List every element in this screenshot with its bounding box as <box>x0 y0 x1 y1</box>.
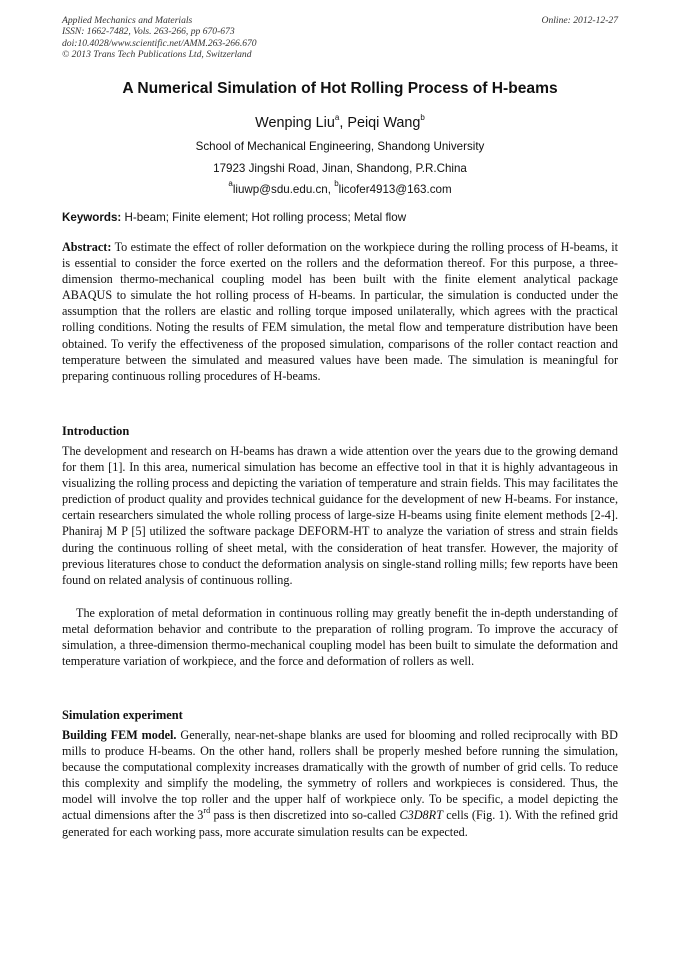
email-superscript: b <box>334 179 339 188</box>
paragraph: The development and research on H-beams has drawn a wide attention over the years due to the growing demand for them [1]. In this area, numerical simulation has become an effective tool in that it is highly advantageous in visualizing the rolling process and depicting the variation of temperature and strain fields. This may facilitates the prediction of product quality and provides technical guidance for the development of new H-beams. For instance, certain researchers simulated the whole rolling process of large-size H-beams using finite element methods [2-4]. Phaniraj M P [5] utilized the software package DEFORM-HT to analyze the variation of stress and strain fields during the continuous rolling of sheet metal, with the consideration of heat transfer. However, the majority of previous literatures chose to conduct the deformation analysis on single-stand rolling mills; few reports have been found on related analysis of continuous rolling. <box>62 444 618 587</box>
author-name: Wenping Liu <box>255 115 335 131</box>
paper-title: A Numerical Simulation of Hot Rolling Process of H-beams <box>122 80 558 97</box>
email-link[interactable]: licofer4913@163.com <box>338 183 452 196</box>
journal-header <box>62 15 618 61</box>
journal-name: Applied Mechanics and Materials <box>62 15 193 26</box>
affiliation-institution: School of Mechanical Engineering, Shandong University <box>195 140 485 153</box>
author-line <box>62 115 618 131</box>
author-name: Peiqi Wang <box>347 115 421 131</box>
affiliation-address: 17923 Jingshi Road, Jinan, Shandong, P.R.China <box>213 162 467 175</box>
abstract-text: To estimate the effect of roller deformation on the workpiece during the rolling process of H-beams, it is essential to consider the force exerted on the rollers and the deformation thereof. For this purpose, a three-dimension thermo-mechanical coupling model has been built with the finite element analytical package ABAQUS to simulate the hot rolling process of H-beams. In particular, the simulation is conducted under the assumption that the rollers are elastic and rolling torque imposed unilaterally, which agrees with the practical rolling conditions. Noting the results of FEM simulation, the metal flow and temperature distribution have been obtained. To verify the effectiveness of the proposed simulation, comparisons of the roller contact reaction and temperature between the simulated and measured values have been made. The simulation is meaningful for preparing continuous rolling procedures of H-beams. <box>62 240 618 383</box>
keywords-text: H-beam; Finite element; Hot rolling process; Metal flow <box>121 211 407 224</box>
paragraph: The exploration of metal deformation in continuous rolling may greatly benefit the in-depth understanding of metal deformation behavior and contribute to the preparation of rolling program. To improve the accuracy of simulation, a three-dimension thermo-mechanical coupling model has been built to simulate the deformation and temperature variation of workpiece, and the force and deformation of rollers as well. <box>62 606 618 669</box>
keywords-label: Keywords: <box>62 211 122 224</box>
section-heading: Simulation experiment <box>62 708 183 722</box>
abstract-label: Abstract: <box>62 240 112 254</box>
author-separator: , <box>339 115 348 131</box>
paragraph <box>62 727 618 840</box>
email-superscript: a <box>228 179 233 188</box>
email-link[interactable]: liuwp@sdu.edu.cn <box>232 183 328 196</box>
author-superscript: b <box>420 113 425 122</box>
paragraph-text: pass is then discretized into so-called <box>210 808 400 823</box>
subsection-lead: Building FEM model. <box>62 728 177 742</box>
keywords <box>62 211 618 224</box>
paragraph-text: cells (Fig. 1). With the refined grid generated for each working pass, more accurate simulation results can be expected. <box>62 808 619 839</box>
copyright-line: © 2013 Trans Tech Publications Ltd, Switzerland <box>62 49 252 61</box>
author-superscript: a <box>334 113 340 122</box>
section-heading: Introduction <box>62 424 130 438</box>
issn-line: ISSN: 1662-7482, Vols. 263-266, pp 670-673 <box>62 26 235 38</box>
ordinal-superscript: rd <box>203 806 211 816</box>
email-separator: , <box>327 183 335 196</box>
paragraph-text: Generally, near-net-shape blanks are used for blooming and rolled reciprocally with BD mills to produce H-beams. On the other hand, rollers shall be properly meshed before running the simulation, because the computational complexity increases dramatically with the growth of number of grid cells. To reduce this complexity and simplify the modeling, the symmetry of rollers and workpieces is considered. Thus, the model will involve the top roller and the upper half of workpiece only. To be specific, a model depicting the actual dimensions after the 3 <box>62 728 618 823</box>
online-date: Online: 2012-12-27 <box>541 15 618 26</box>
doi-link[interactable]: doi:10.4028/www.scientific.net/AMM.263-266.670 <box>62 37 257 49</box>
abstract <box>62 239 618 384</box>
email-line <box>62 179 618 196</box>
element-type-name: C3D8RT <box>399 808 443 823</box>
